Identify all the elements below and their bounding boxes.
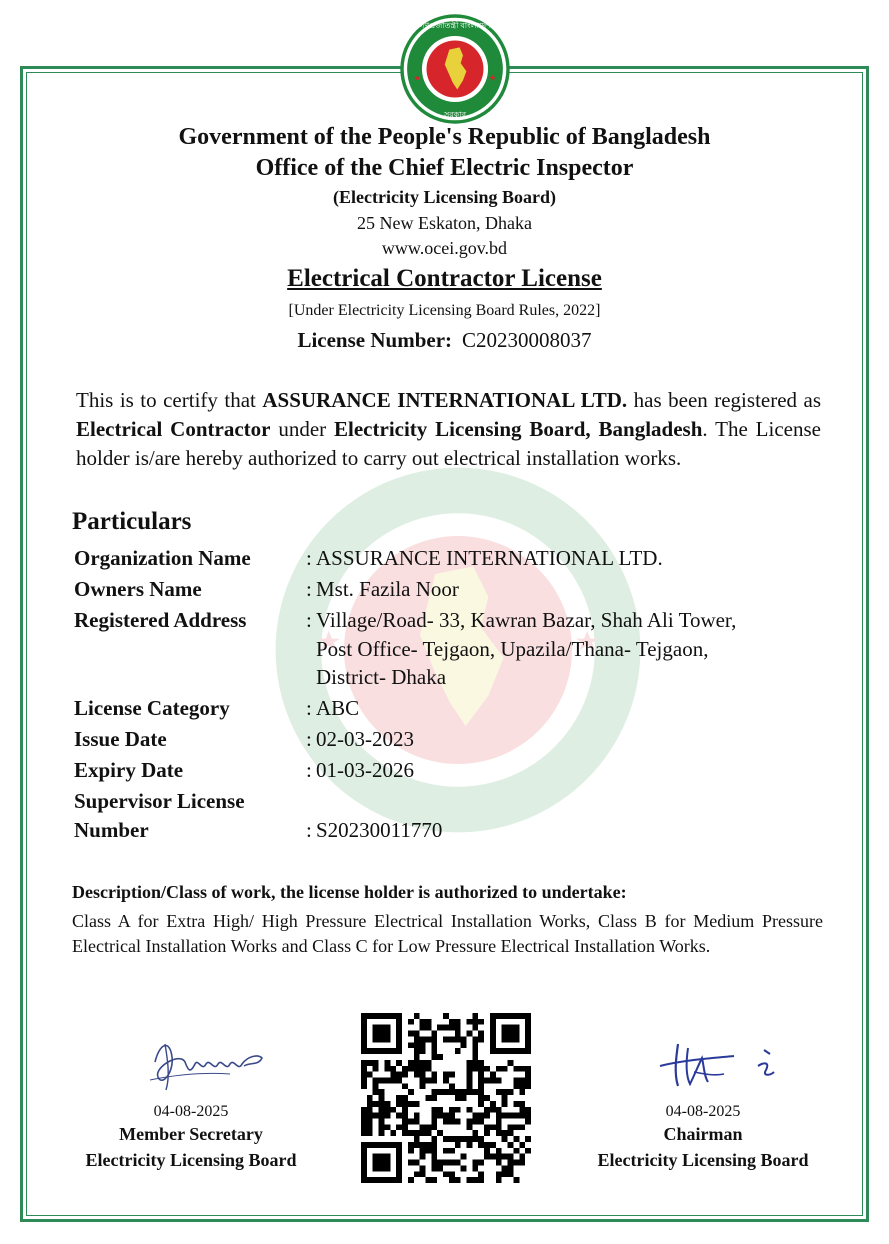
license-number xyxy=(0,328,889,353)
description-title: Description/Class of work, the license holder is authorized to undertake: xyxy=(72,882,627,902)
right-signature-role: Chairman xyxy=(663,1124,743,1144)
right-signature-date: 04-08-2025 xyxy=(665,1103,741,1120)
colon: : xyxy=(306,546,312,570)
supervisor-label-1: Supervisor License xyxy=(74,789,245,813)
expiry-value: 01-03-2026 xyxy=(316,758,414,782)
owner-label: Owners Name xyxy=(74,577,202,601)
certification-text xyxy=(76,386,821,473)
left-signature-block xyxy=(60,1103,322,1173)
license-title: Electrical Contractor License xyxy=(287,265,602,292)
certify-board: Electricity Licensing Board, Bangladesh xyxy=(334,417,703,441)
right-signature-block xyxy=(572,1103,834,1173)
issue-label: Issue Date xyxy=(74,727,167,751)
header-board: (Electricity Licensing Board) xyxy=(333,187,556,207)
colon: : xyxy=(306,818,312,842)
header-address: 25 New Eskaton, Dhaka xyxy=(357,213,532,233)
left-signature-role: Member Secretary xyxy=(119,1124,263,1144)
colon: : xyxy=(306,758,312,782)
seal-text-top: গণপ্রজাতন্ত্রী বাংলাদেশ xyxy=(419,20,491,30)
seal-text-bottom: সরকার xyxy=(444,109,466,119)
left-signature-date: 04-08-2025 xyxy=(153,1103,229,1120)
address-line-1: Village/Road- 33, Kawran Bazar, Shah Ali Tower, xyxy=(316,608,737,632)
address-label: Registered Address xyxy=(74,608,247,632)
certify-role: Electrical Contractor xyxy=(76,417,271,441)
particulars-heading: Particulars xyxy=(72,508,192,535)
colon: : xyxy=(306,696,312,720)
address-line-2: Post Office- Tejgaon, Upazila/Thana- Tejgaon, xyxy=(316,637,709,661)
issue-value: 02-03-2023 xyxy=(316,727,414,751)
expiry-label: Expiry Date xyxy=(74,758,184,782)
category-label: License Category xyxy=(74,696,230,720)
header-government: Government of the People's Republic of Bangladesh xyxy=(178,124,711,150)
header-website: www.ocei.gov.bd xyxy=(381,238,508,258)
header-office: Office of the Chief Electric Inspector xyxy=(255,155,634,181)
address-line-3: District- Dhaka xyxy=(316,665,447,689)
org-label: Organization Name xyxy=(74,546,251,570)
certify-part-1: This is to certify that xyxy=(76,388,263,412)
license-number-label: License Number: xyxy=(297,328,453,352)
qr-code[interactable] xyxy=(360,1013,532,1183)
certify-company: ASSURANCE INTERNATIONAL LTD. xyxy=(262,388,628,412)
supervisor-value: S20230011770 xyxy=(316,818,443,842)
colon: : xyxy=(306,608,312,632)
government-seal xyxy=(398,12,512,126)
colon: : xyxy=(306,577,312,601)
category-value: ABC xyxy=(316,696,360,720)
colon: : xyxy=(306,727,312,751)
certify-part-4: . The License holder is/are hereby authorized to carry out electrical installation works. xyxy=(76,417,821,470)
certify-part-2: has been registered as xyxy=(627,388,822,412)
license-rules: [Under Electricity Licensing Board Rules, 2022] xyxy=(288,302,601,319)
license-number-value: C20230008037 xyxy=(462,328,592,352)
member-secretary-signature xyxy=(140,1032,270,1098)
certify-part-3: under xyxy=(270,417,335,441)
org-value: ASSURANCE INTERNATIONAL LTD. xyxy=(316,546,663,570)
right-signature-board: Electricity Licensing Board xyxy=(597,1150,809,1170)
supervisor-label-2: Number xyxy=(74,818,149,842)
description-body: Class A for Extra High/ High Pressure Electrical Installation Works, Class B for Medium Pressure Electrical Installation Works and Class C for Low Pressure Electrical Installation Works. xyxy=(72,911,823,956)
chairman-signature xyxy=(654,1036,784,1092)
owner-value: Mst. Fazila Noor xyxy=(316,577,459,601)
left-signature-board: Electricity Licensing Board xyxy=(85,1150,297,1170)
